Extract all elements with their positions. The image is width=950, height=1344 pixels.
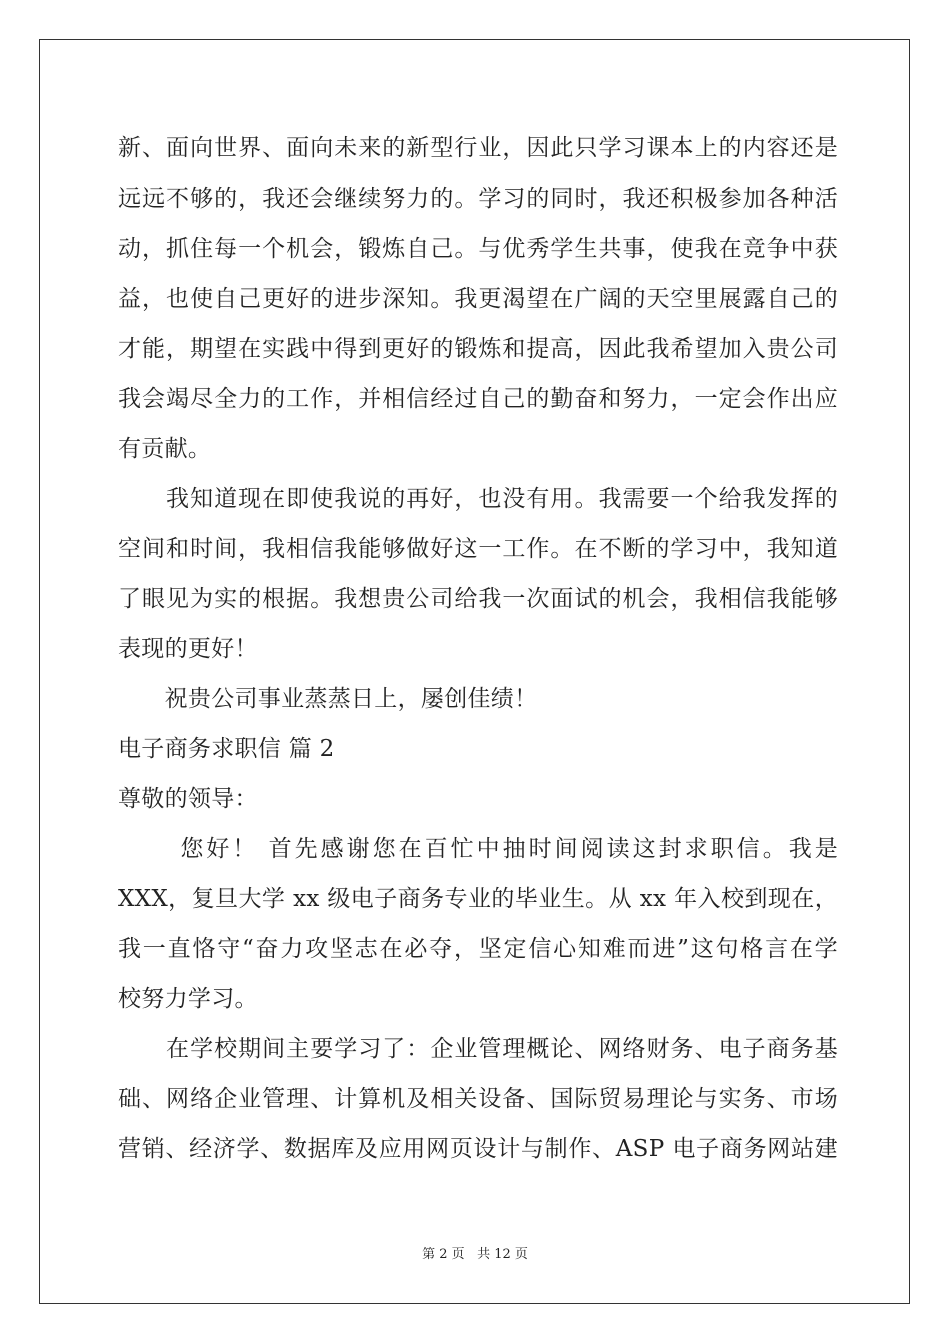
section-heading: 电子商务求职信 篇 2 — [118, 736, 335, 762]
body-line: 在学校期间主要学习了：企业管理概论、网络财务、电子商务基 — [118, 1036, 838, 1062]
salutation: 尊敬的领导： — [118, 786, 258, 812]
body-line: 空间和时间，我相信我能够做好这一工作。在不断的学习中，我知道 — [118, 536, 838, 562]
body-line: 我会竭尽全力的工作，并相信经过自己的勤奋和努力，一定会作出应 — [118, 386, 838, 412]
page-border — [39, 39, 910, 1304]
page-footer — [0, 1246, 950, 1264]
body-line: 了眼见为实的根据。我想贵公司给我一次面试的机会，我相信我能够 — [118, 586, 838, 612]
body-line: 营销、经济学、数据库及应用网页设计与制作、ASP 电子商务网站建 — [118, 1136, 838, 1162]
body-line: XXX，复旦大学 xx 级电子商务专业的毕业生。从 xx 年入校到现在， — [118, 886, 838, 912]
body-line: 您好！ 首先感谢您在百忙中抽时间阅读这封求职信。我是 — [118, 836, 838, 862]
body-line: 才能，期望在实践中得到更好的锻炼和提高，因此我希望加入贵公司 — [118, 336, 838, 362]
body-line: 表现的更好！ — [118, 636, 258, 662]
body-line: 祝贵公司事业蒸蒸日上，屡创佳绩！ — [118, 686, 538, 712]
body-line: 益，也使自己更好的进步深知。我更渴望在广阔的天空里展露自己的 — [118, 286, 838, 312]
page-number: 第 2 页 — [422, 1247, 465, 1262]
body-line: 动，抓住每一个机会，锻炼自己。与优秀学生共事，使我在竞争中获 — [118, 236, 838, 262]
body-line: 远远不够的，我还会继续努力的。学习的同时，我还积极参加各种活 — [118, 186, 838, 212]
body-line: 我一直恪守“奋力攻坚志在必夺，坚定信心知难而进”这句格言在学 — [118, 936, 838, 962]
page-total: 共 12 页 — [477, 1247, 528, 1262]
body-line: 校努力学习。 — [118, 986, 258, 1012]
body-line: 础、网络企业管理、计算机及相关设备、国际贸易理论与实务、市场 — [118, 1086, 838, 1112]
body-line: 我知道现在即使我说的再好，也没有用。我需要一个给我发挥的 — [118, 486, 838, 512]
body-line: 有贡献。 — [118, 436, 212, 462]
body-line: 新、面向世界、面向未来的新型行业，因此只学习课本上的内容还是 — [118, 135, 838, 161]
